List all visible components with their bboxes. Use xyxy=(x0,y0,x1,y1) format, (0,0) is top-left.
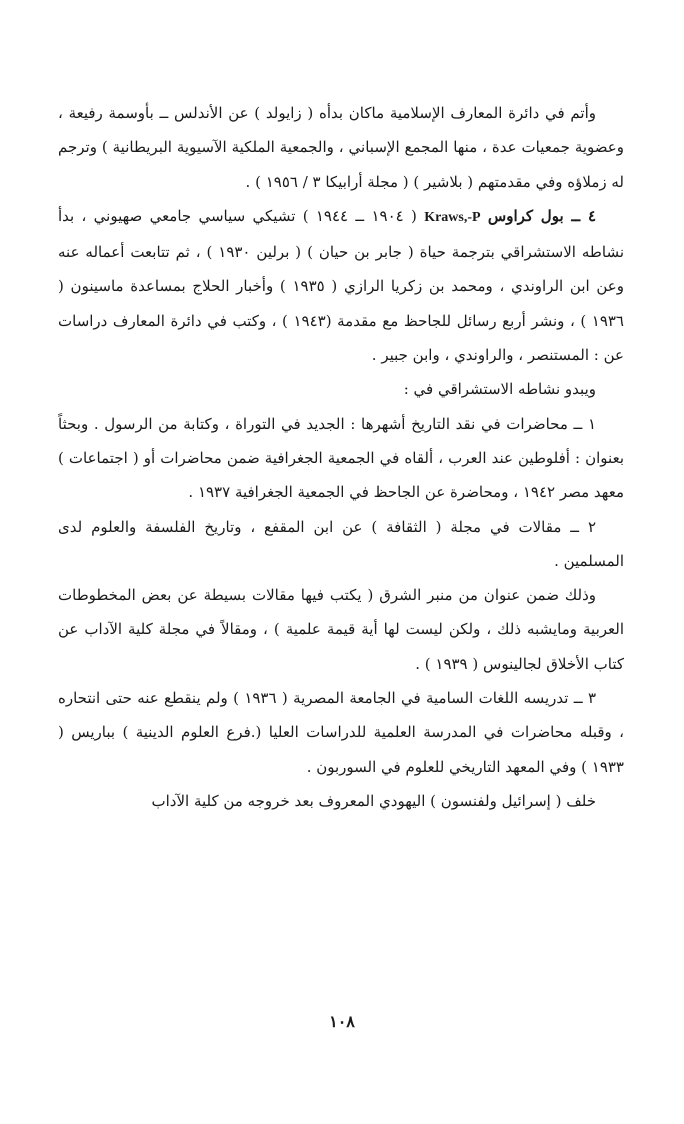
entry-latin-name: Kraws,-P xyxy=(424,209,481,225)
page-number: ١٠٨ xyxy=(329,1012,355,1031)
paragraph-7: ٣ ــ تدريسه اللغات السامية في الجامعة المصرية ( ١٩٣٦ ) ولم ينقطع عنه حتى انتحاره ، وقبله محاضرات في المدرسة العلمية للدراسات العليا (.فرع العلوم الدينية ) بباريس ( ١٩٣٣ ) وفي المعهد التاريخي للعلوم في السوربون . xyxy=(58,689,624,776)
paragraph-4: ١ ــ محاضرات في نقد التاريخ أشهرها : الجديد في التوراة ، وكتابة من الرسول . وبحثاً بعنوان : أفلوطين عند العرب ، ألقاه في الجمعية الجغرافية ضمن محاضرات أو ( اجتماعات ) معهد مصر ١٩٤٢ ، ومحاضرة عن الجاحظ في الجمعية الجغرافية ١٩٣٧ . xyxy=(58,414,624,502)
paragraph-1: وأتم في دائرة المعارف الإسلامية ماكان بدأه ( زايولد ) عن الأندلس ــ بأوسمة رفيعة ، وعضوية جمعيات عدة ، منها المجمع الإسباني ، والجمعية الملكية الآسيوية البريطانية ) وترجم له زملاؤه وفي مقدمتهم ( بلاشير ) ( مجلة أرابيكا ٣ / ١٩٥٦ ) . xyxy=(58,104,624,191)
paragraph-2 xyxy=(58,199,624,372)
paragraph-8: خلف ( إسرائيل ولفنسون ) اليهودي المعروف بعد خروجه من كلية الآداب xyxy=(151,791,596,810)
paragraph-3: ويبدو نشاطه الاستشراقي في : xyxy=(403,380,596,399)
entry-body: ( ١٩٠٤ ــ ١٩٤٤ ) تشيكي سياسي جامعي صهيوني ، بدأ نشاطه الاستشراقي بترجمة حياة ( جابر بن حيان ) ( برلين ١٩٣٠ ) ، ثم تتابعت أعماله عنه وعن ابن الراوندي ، ومحمد بن زكريا الرازي ( ١٩٣٥ ) وأخبار الحلاج بمساعدة ماسينون ( ١٩٣٦ ) ، ونشر أربع رسائل للجاحظ مع مقدمة (١٩٤٣ ) ، وكتب في دائرة المعارف دراسات عن : المستنصر ، والراوندي ، وابن جبير . xyxy=(58,206,624,365)
paragraph-5: ٢ ــ مقالات في مجلة ( الثقافة ) عن ابن المقفع ، وتاريخ الفلسفة والعلوم لدى المسلمين . xyxy=(58,517,624,570)
paragraph-6: وذلك ضمن عنوان من منبر الشرق ( يكتب فيها مقالات بسيطة عن بعض المخطوطات العربية ومايشبه ذلك ، ولكن ليست لها أية قيمة علمية ) ، ومقالاً في مجلة كلية الآداب عن كتاب الأخلاق لجالينوس ( ١٩٣٩ ) . xyxy=(58,586,624,673)
main-text xyxy=(58,96,624,818)
entry-heading: ٤ ــ بول كراوس xyxy=(487,206,596,225)
